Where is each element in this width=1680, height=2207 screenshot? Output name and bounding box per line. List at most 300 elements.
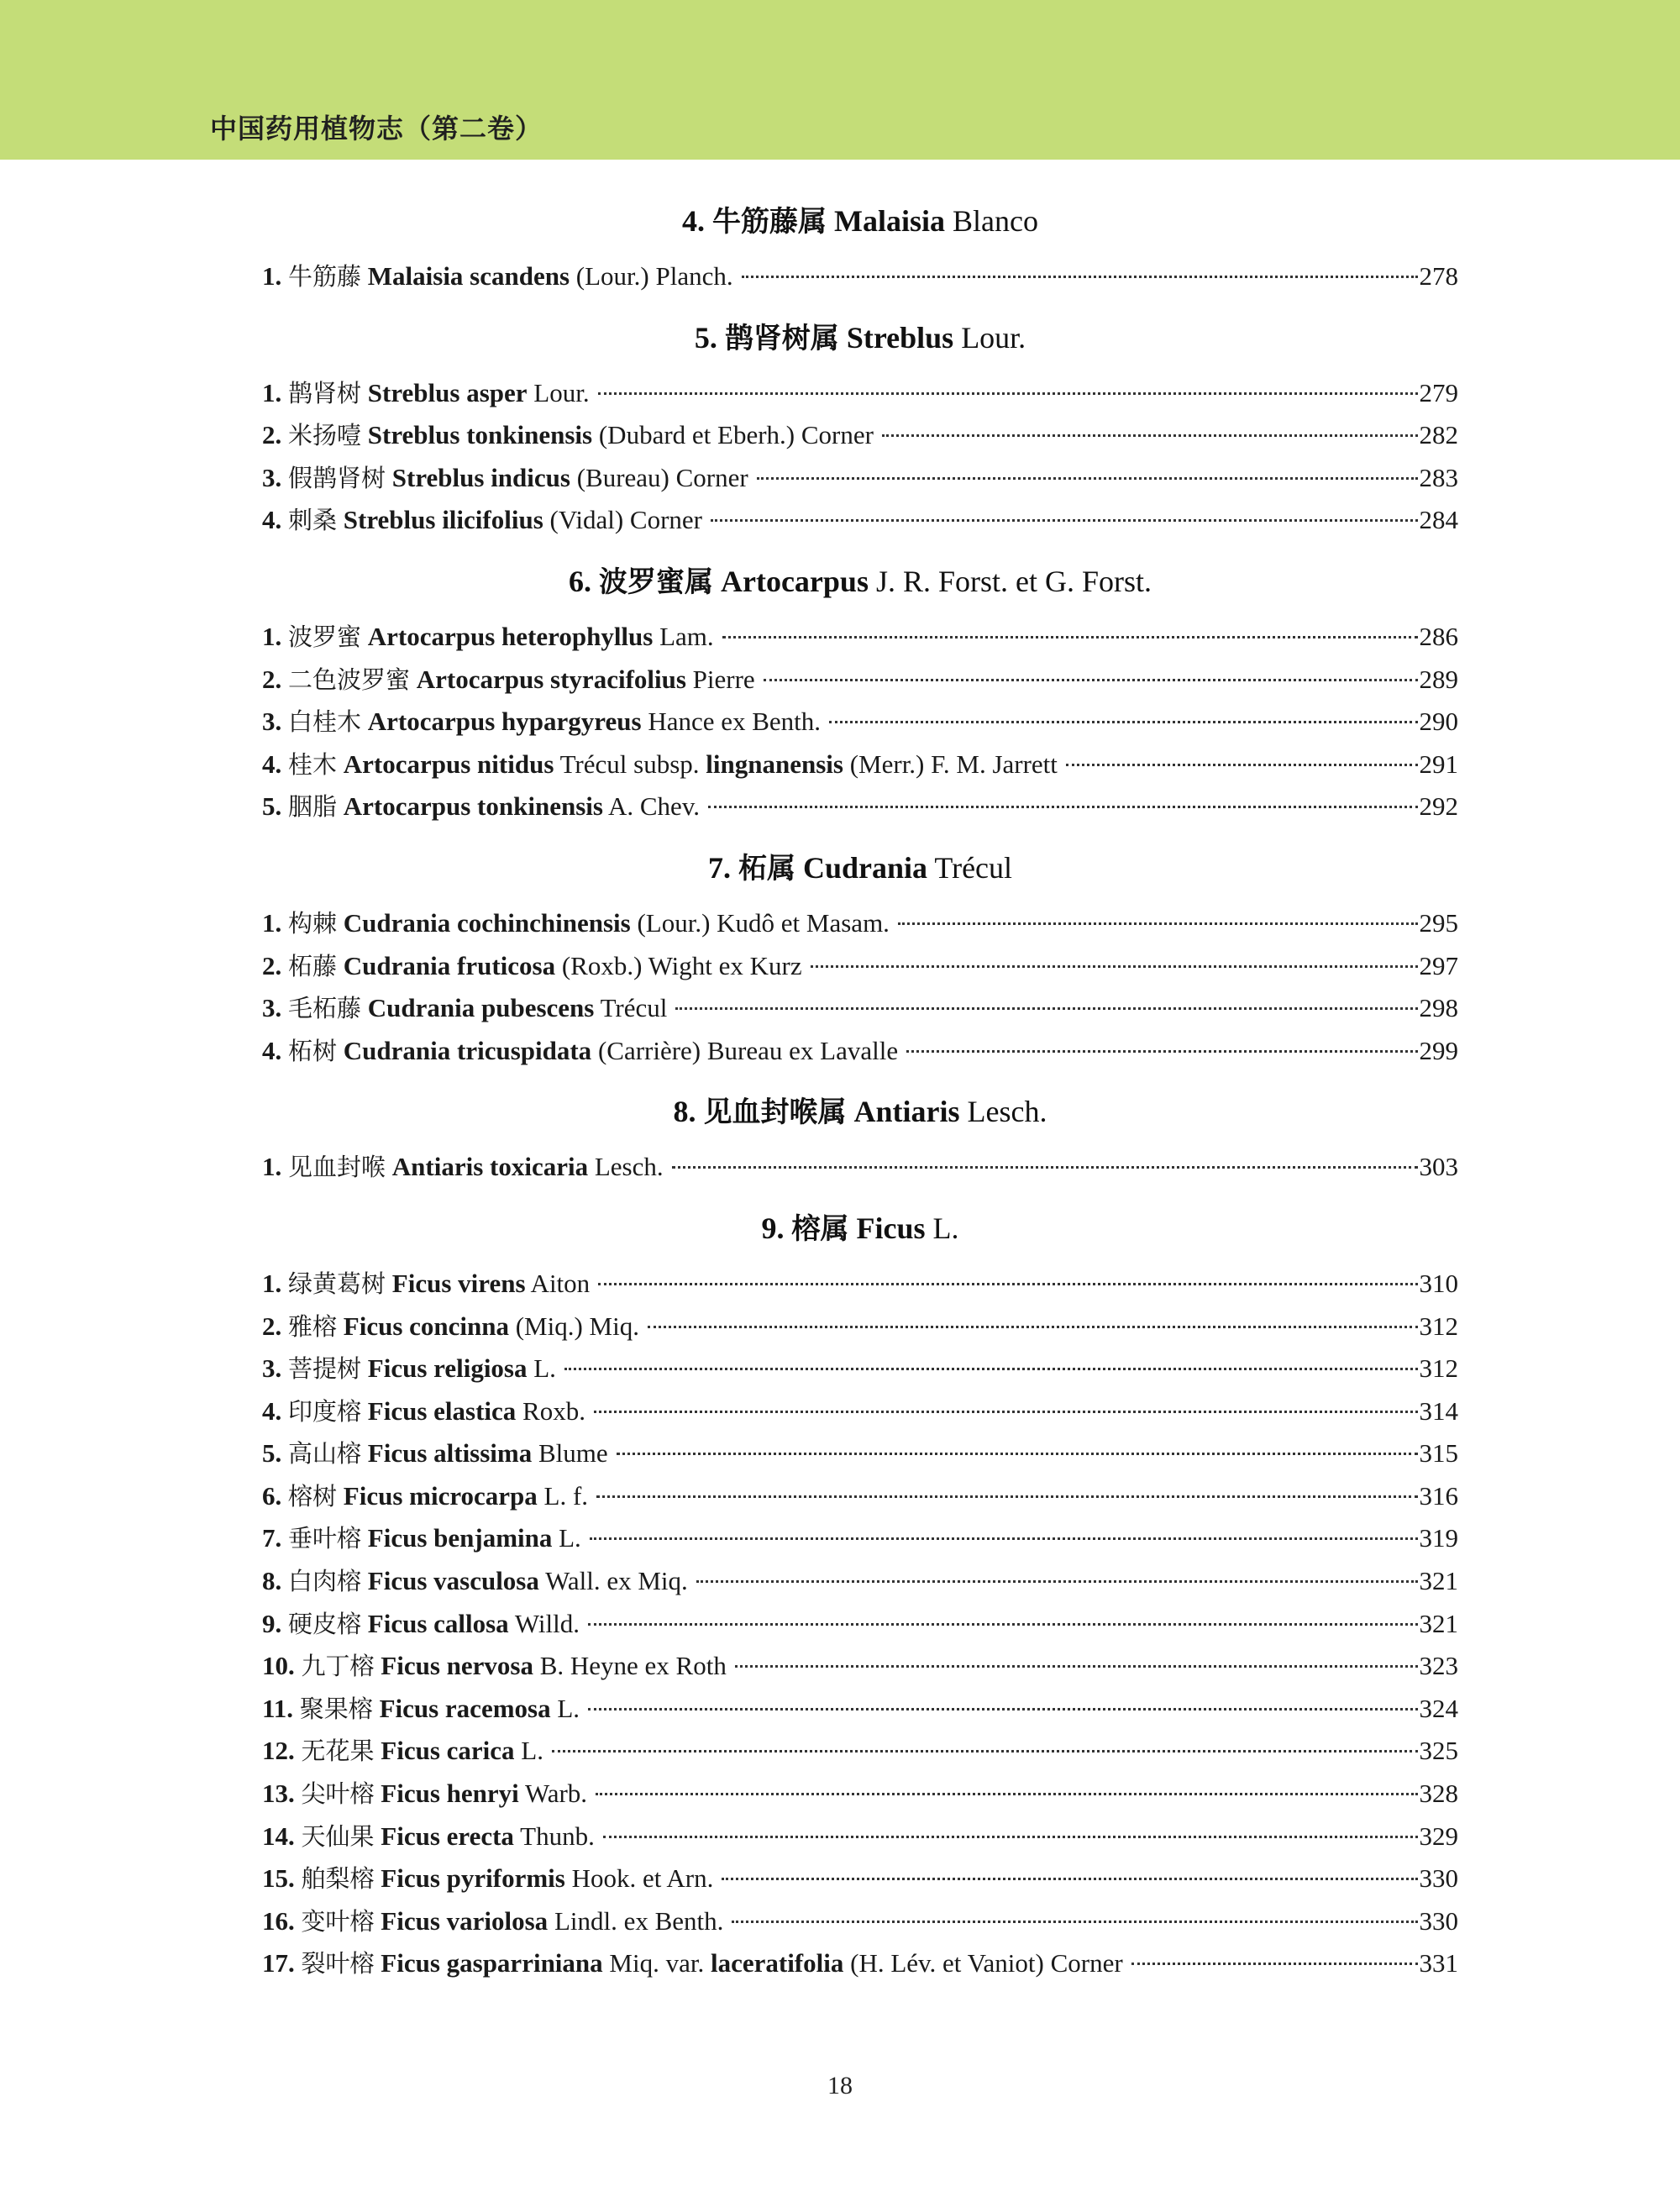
species-latin-name: Ficus vasculosa	[367, 1566, 539, 1596]
species-list	[262, 902, 1458, 1072]
species-chinese-name: 榕树	[288, 1481, 338, 1511]
species-latin-name: Ficus erecta	[381, 1821, 514, 1851]
dot-leader	[757, 477, 1418, 480]
genus-number: 5.	[694, 320, 725, 355]
entry-page-number: 328	[1419, 1779, 1458, 1809]
species-author: (Bureau) Corner	[570, 462, 748, 492]
species-chinese-name: 柘树	[288, 1036, 338, 1065]
entry-number: 3.	[262, 462, 288, 492]
species-latin-name: Artocarpus tonkinensis	[343, 791, 603, 822]
toc-entry	[262, 1603, 1458, 1646]
toc-entry	[262, 1730, 1458, 1773]
genus-author: Trécul	[927, 850, 1013, 885]
genus-chinese-name: 牛筋藤属	[712, 205, 827, 239]
toc-entry	[262, 1348, 1458, 1390]
entry-number: 2.	[262, 950, 288, 980]
toc-entry	[262, 255, 1458, 298]
dot-leader	[735, 1665, 1418, 1668]
species-list	[262, 616, 1458, 828]
entry-number: 14.	[262, 1821, 302, 1851]
dot-leader	[598, 392, 1418, 395]
species-chinese-name: 桂木	[288, 749, 338, 779]
species-latin-name: Ficus virens	[391, 1268, 526, 1298]
species-author: (Lour.) Planch.	[570, 261, 733, 291]
species-chinese-name: 无花果	[301, 1737, 375, 1766]
entry-page-number: 289	[1419, 664, 1458, 694]
entry-page-number: 298	[1419, 993, 1458, 1023]
entry-label	[262, 1858, 713, 1900]
dot-leader	[672, 1166, 1418, 1169]
dot-leader	[598, 1283, 1417, 1285]
genus-number: 6.	[568, 564, 599, 598]
entry-page-number: 321	[1419, 1566, 1458, 1596]
species-chinese-name: 白桂木	[288, 707, 362, 737]
entry-page-number: 312	[1419, 1311, 1458, 1341]
species-chinese-name: 裂叶榕	[301, 1949, 375, 1978]
toc-entry	[262, 902, 1458, 945]
entry-label	[262, 372, 590, 415]
dot-leader	[588, 1623, 1418, 1626]
entry-number: 16.	[262, 1905, 302, 1936]
species-author: Wall. ex Miq.	[538, 1566, 688, 1596]
species-list	[262, 1146, 1458, 1189]
toc-entry	[262, 1900, 1458, 1943]
entry-page-number: 297	[1419, 950, 1458, 980]
entry-number: 2.	[262, 664, 288, 694]
dot-leader	[675, 1007, 1417, 1010]
species-author: Lesch.	[588, 1152, 664, 1182]
species-latin-name: Cudrania fruticosa	[343, 950, 556, 980]
species-author: L.	[550, 1693, 580, 1723]
entry-label	[262, 1263, 590, 1306]
toc-entry	[262, 499, 1458, 542]
dot-leader	[722, 1878, 1417, 1880]
species-chinese-name: 米扬噎	[288, 421, 362, 450]
toc-entry	[262, 1560, 1458, 1603]
genus-latin-name: Cudrania	[802, 850, 927, 885]
dot-leader	[829, 721, 1417, 723]
dot-leader	[696, 1580, 1418, 1583]
toc-entry	[262, 1816, 1458, 1858]
entry-label	[262, 1688, 580, 1731]
entry-label	[262, 1348, 556, 1390]
entry-page-number: 324	[1419, 1693, 1458, 1723]
entry-number: 9.	[262, 1608, 288, 1638]
entry-number: 1.	[262, 907, 288, 938]
entry-label	[262, 1146, 664, 1189]
species-latin-name: Artocarpus nitidus	[343, 749, 554, 779]
species-chinese-name: 刺桑	[288, 506, 338, 535]
genus-heading	[262, 560, 1458, 603]
species-chinese-name: 雅榕	[288, 1311, 338, 1341]
species-latin-name: Ficus callosa	[367, 1608, 509, 1638]
species-chinese-name: 舶梨榕	[301, 1864, 375, 1894]
species-latin-name: Malaisia scandens	[367, 261, 570, 291]
genus-number: 9.	[761, 1211, 792, 1245]
genus-author: Blanco	[945, 204, 1038, 238]
genus-number: 8.	[673, 1095, 704, 1129]
entry-number: 2.	[262, 1311, 288, 1341]
toc-entry	[262, 1645, 1458, 1688]
species-author: Roxb.	[516, 1395, 585, 1426]
species-latin-name: laceratifolia	[710, 1948, 844, 1978]
toc-entry	[262, 1475, 1458, 1518]
species-latin-name: Ficus altissima	[367, 1438, 533, 1469]
dot-leader	[882, 434, 1418, 437]
toc-entry	[262, 987, 1458, 1030]
genus-latin-name: Artocarpus	[720, 564, 869, 598]
species-latin-name: Ficus elastica	[367, 1395, 517, 1426]
dot-leader	[596, 1793, 1417, 1795]
toc-entry	[262, 1432, 1458, 1475]
species-latin-name: Ficus henryi	[381, 1779, 519, 1809]
species-author: (Vidal) Corner	[543, 505, 703, 535]
genus-heading	[262, 200, 1458, 243]
species-latin-name: Streblus asper	[367, 377, 528, 407]
entry-label	[262, 1645, 727, 1688]
entry-page-number: 325	[1419, 1736, 1458, 1766]
entry-number: 3.	[262, 1353, 288, 1384]
species-list	[262, 1263, 1458, 1985]
dot-leader	[898, 922, 1418, 925]
dot-leader	[1131, 1963, 1418, 1965]
species-latin-name: Streblus ilicifolius	[343, 505, 543, 535]
genus-heading	[262, 317, 1458, 360]
species-latin-name: Antiaris toxicaria	[391, 1152, 589, 1182]
entry-label	[262, 744, 1058, 786]
entry-label	[262, 1603, 580, 1646]
entry-number: 4.	[262, 749, 288, 779]
species-chinese-name: 绿黄葛树	[288, 1269, 386, 1298]
entry-label	[262, 1475, 588, 1518]
toc-entry	[262, 659, 1458, 702]
entry-number: 12.	[262, 1736, 302, 1766]
species-author: (H. Lév. et Vaniot) Corner	[843, 1948, 1123, 1978]
species-chinese-name: 菩提树	[288, 1354, 362, 1384]
toc-entry	[262, 1942, 1458, 1985]
species-author: L.	[527, 1353, 556, 1384]
species-chinese-name: 高山榕	[288, 1439, 362, 1469]
entry-label	[262, 945, 802, 988]
species-chinese-name: 见血封喉	[288, 1153, 386, 1182]
dot-leader	[594, 1411, 1418, 1413]
species-latin-name: Ficus gasparriniana	[381, 1948, 603, 1978]
dot-leader	[906, 1050, 1417, 1053]
genus-author: J. R. Forst. et G. Forst.	[868, 564, 1152, 598]
entry-number: 1.	[262, 1152, 288, 1182]
genus-chinese-name: 榕属	[791, 1211, 849, 1246]
entry-number: 4.	[262, 1395, 288, 1426]
species-latin-name: Ficus religiosa	[367, 1353, 528, 1384]
genus-author: L.	[925, 1211, 959, 1245]
entry-label	[262, 1560, 688, 1603]
dot-leader	[742, 276, 1418, 278]
species-author: Warb.	[518, 1779, 588, 1809]
entry-label	[262, 1517, 581, 1560]
species-author: Thunb.	[513, 1821, 595, 1851]
entry-page-number: 282	[1419, 420, 1458, 450]
page-number: 18	[827, 2072, 853, 2099]
toc-entry	[262, 372, 1458, 415]
entry-page-number: 291	[1419, 749, 1458, 779]
entry-label	[262, 1306, 639, 1348]
genus-chinese-name: 鹊肾树属	[724, 321, 839, 355]
toc-entry	[262, 744, 1458, 786]
dot-leader	[708, 806, 1417, 808]
entry-label	[262, 786, 700, 828]
species-latin-name: Artocarpus heterophyllus	[367, 621, 654, 651]
entry-page-number: 284	[1419, 505, 1458, 535]
species-author: (Miq.) Miq.	[508, 1311, 639, 1341]
entry-page-number: 316	[1419, 1480, 1458, 1511]
toc-entry	[262, 1146, 1458, 1189]
species-author: Lam.	[653, 621, 714, 651]
species-latin-name: Cudrania tricuspidata	[343, 1035, 592, 1065]
dot-leader	[617, 1453, 1418, 1455]
species-author: Blume	[532, 1438, 608, 1469]
entry-number: 13.	[262, 1779, 302, 1809]
species-latin-name: Artocarpus hypargyreus	[367, 707, 642, 737]
entry-label	[262, 659, 755, 702]
species-latin-name: Streblus indicus	[391, 462, 570, 492]
entry-number: 1.	[262, 1268, 288, 1298]
species-author: (Merr.) F. M. Jarrett	[843, 749, 1058, 779]
toc-entry	[262, 1030, 1458, 1073]
species-chinese-name: 胭脂	[288, 792, 338, 822]
species-author: Trécul	[594, 993, 668, 1023]
species-chinese-name: 硬皮榕	[288, 1609, 362, 1638]
species-chinese-name: 二色波罗蜜	[288, 665, 411, 694]
entry-page-number: 330	[1419, 1863, 1458, 1894]
entry-page-number: 279	[1419, 377, 1458, 407]
species-latin-name: Ficus nervosa	[381, 1651, 533, 1681]
species-author: Willd.	[508, 1608, 580, 1638]
entry-page-number: 331	[1419, 1948, 1458, 1978]
entry-label	[262, 1390, 585, 1433]
species-latin-name: Ficus racemosa	[379, 1693, 551, 1723]
species-author: (Lour.) Kudô et Masam.	[630, 907, 890, 938]
species-latin-name: Streblus tonkinensis	[367, 420, 593, 450]
entry-number: 3.	[262, 707, 288, 737]
species-latin-name: Ficus pyriformis	[381, 1863, 565, 1894]
entry-page-number: 303	[1419, 1152, 1458, 1182]
species-author: L. f.	[537, 1480, 589, 1511]
entry-number: 7.	[262, 1523, 288, 1553]
entry-label	[262, 1942, 1123, 1985]
genus-latin-name: Streblus	[846, 320, 954, 355]
species-author: Lour.	[527, 377, 590, 407]
dot-leader	[564, 1368, 1418, 1370]
entry-page-number: 314	[1419, 1395, 1458, 1426]
species-chinese-name: 印度榕	[288, 1396, 362, 1426]
species-chinese-name: 毛柘藤	[288, 994, 362, 1023]
toc-entry	[262, 1858, 1458, 1900]
species-latin-name: Ficus benjamina	[367, 1523, 553, 1553]
entry-page-number: 323	[1419, 1651, 1458, 1681]
entry-page-number: 321	[1419, 1608, 1458, 1638]
species-author: Hook. et Arn.	[564, 1863, 714, 1894]
entry-page-number: 312	[1419, 1353, 1458, 1384]
toc-entry	[262, 1688, 1458, 1731]
species-chinese-name: 聚果榕	[299, 1694, 373, 1723]
entry-label	[262, 414, 874, 457]
dot-leader	[588, 1708, 1417, 1710]
genus-heading	[262, 1090, 1458, 1133]
entry-page-number: 329	[1419, 1821, 1458, 1851]
dot-leader	[552, 1750, 1418, 1752]
dot-leader	[596, 1495, 1417, 1498]
entry-number: 5.	[262, 791, 288, 822]
entry-label	[262, 987, 667, 1030]
genus-author: Lesch.	[959, 1095, 1047, 1129]
entry-number: 1.	[262, 261, 288, 291]
entry-number: 1.	[262, 377, 288, 407]
species-author: Aiton	[525, 1268, 591, 1298]
entry-number: 2.	[262, 420, 288, 450]
species-author: L.	[552, 1523, 581, 1553]
book-title: 中国药用植物志（第二卷）	[210, 113, 543, 145]
species-chinese-name: 垂叶榕	[288, 1524, 362, 1553]
species-author: Lindl. ex Benth.	[548, 1905, 724, 1936]
dot-leader	[811, 965, 1418, 968]
species-chinese-name: 鹊肾树	[288, 378, 362, 407]
genus-latin-name: Antiaris	[853, 1095, 960, 1129]
dot-leader	[603, 1836, 1418, 1838]
toc-entry	[262, 414, 1458, 457]
dot-leader	[711, 519, 1417, 522]
entry-number: 5.	[262, 1438, 288, 1469]
entry-page-number: 330	[1419, 1905, 1458, 1936]
species-latin-name: lingnanensis	[706, 749, 843, 779]
species-chinese-name: 白肉榕	[288, 1567, 362, 1596]
species-chinese-name: 牛筋藤	[288, 262, 362, 291]
entry-page-number: 290	[1419, 707, 1458, 737]
species-list	[262, 255, 1458, 298]
toc-entry	[262, 945, 1458, 988]
dot-leader	[1066, 764, 1418, 766]
toc-entry	[262, 701, 1458, 744]
entry-number: 1.	[262, 621, 288, 651]
genus-number: 7.	[707, 850, 738, 885]
entry-label	[262, 457, 748, 500]
genus-heading	[262, 847, 1458, 890]
entry-label	[262, 1900, 723, 1943]
species-chinese-name: 柘藤	[288, 951, 338, 980]
species-latin-name: Artocarpus styracifolius	[416, 664, 686, 694]
species-latin-name: Ficus concinna	[343, 1311, 509, 1341]
species-latin-name: Cudrania pubescens	[367, 993, 595, 1023]
species-chinese-name: 九丁榕	[301, 1652, 375, 1681]
species-author: Pierre	[685, 664, 755, 694]
entry-label	[262, 1730, 543, 1773]
entry-page-number: 283	[1419, 462, 1458, 492]
dot-leader	[590, 1537, 1418, 1540]
entry-number: 3.	[262, 993, 288, 1023]
entry-page-number: 292	[1419, 791, 1458, 822]
header-banner	[0, 0, 1680, 160]
species-chinese-name: 天仙果	[301, 1821, 375, 1851]
species-author: A. Chev.	[602, 791, 701, 822]
entry-label	[262, 499, 702, 542]
entry-number: 15.	[262, 1863, 302, 1894]
species-author: Miq. var.	[602, 1948, 711, 1978]
genus-number: 4.	[682, 204, 712, 238]
dot-leader	[732, 1921, 1417, 1923]
entry-label	[262, 902, 890, 945]
toc-entry	[262, 1390, 1458, 1433]
entry-number: 8.	[262, 1566, 288, 1596]
genus-author: Lour.	[953, 320, 1026, 355]
entry-page-number: 299	[1419, 1035, 1458, 1065]
entry-label	[262, 1030, 898, 1073]
species-list	[262, 372, 1458, 542]
species-author: (Carrière) Bureau ex Lavalle	[591, 1035, 899, 1065]
genus-chinese-name: 柘属	[738, 851, 795, 885]
entry-number: 4.	[262, 1035, 288, 1065]
entry-page-number: 310	[1419, 1268, 1458, 1298]
toc-entry	[262, 1773, 1458, 1816]
entry-number: 4.	[262, 505, 288, 535]
entry-label	[262, 1773, 587, 1816]
dot-leader	[764, 679, 1418, 681]
species-author: B. Heyne ex Roth	[533, 1651, 727, 1681]
genus-chinese-name: 波罗蜜属	[598, 565, 713, 599]
entry-number: 11.	[262, 1693, 300, 1723]
entry-page-number: 295	[1419, 907, 1458, 938]
toc-entry	[262, 457, 1458, 500]
entry-label	[262, 1816, 595, 1858]
genus-latin-name: Ficus	[856, 1211, 926, 1245]
genus-latin-name: Malaisia	[834, 204, 945, 238]
dot-leader	[648, 1326, 1418, 1328]
entry-number: 10.	[262, 1651, 302, 1681]
dot-leader	[722, 636, 1418, 638]
species-author: L.	[514, 1736, 543, 1766]
toc-entry	[262, 786, 1458, 828]
entry-label	[262, 616, 714, 659]
species-chinese-name: 构棘	[288, 908, 338, 938]
species-chinese-name: 变叶榕	[301, 1906, 375, 1936]
toc-entry	[262, 1517, 1458, 1560]
entry-page-number: 315	[1419, 1438, 1458, 1469]
species-latin-name: Ficus microcarpa	[343, 1480, 538, 1511]
entry-page-number: 286	[1419, 621, 1458, 651]
table-of-contents	[262, 200, 1458, 2004]
species-latin-name: Ficus variolosa	[381, 1905, 549, 1936]
species-author: Trécul subsp.	[554, 749, 706, 779]
entry-number: 6.	[262, 1480, 288, 1511]
entry-number: 17.	[262, 1948, 302, 1978]
species-author: Hance ex Benth.	[641, 707, 822, 737]
entry-page-number: 278	[1419, 261, 1458, 291]
species-author: (Dubard et Eberh.) Corner	[592, 420, 874, 450]
genus-chinese-name: 见血封喉属	[703, 1096, 847, 1130]
species-latin-name: Cudrania cochinchinensis	[343, 907, 631, 938]
species-chinese-name: 波罗蜜	[288, 622, 362, 651]
entry-label	[262, 701, 821, 744]
toc-entry	[262, 1263, 1458, 1306]
species-author: (Roxb.) Wight ex Kurz	[555, 950, 802, 980]
entry-label	[262, 1432, 608, 1475]
entry-page-number: 319	[1419, 1523, 1458, 1553]
species-chinese-name: 尖叶榕	[301, 1779, 375, 1809]
toc-entry	[262, 1306, 1458, 1348]
species-latin-name: Ficus carica	[381, 1736, 515, 1766]
entry-label	[262, 255, 733, 298]
species-chinese-name: 假鹊肾树	[288, 463, 386, 492]
toc-entry	[262, 616, 1458, 659]
genus-heading	[262, 1207, 1458, 1250]
